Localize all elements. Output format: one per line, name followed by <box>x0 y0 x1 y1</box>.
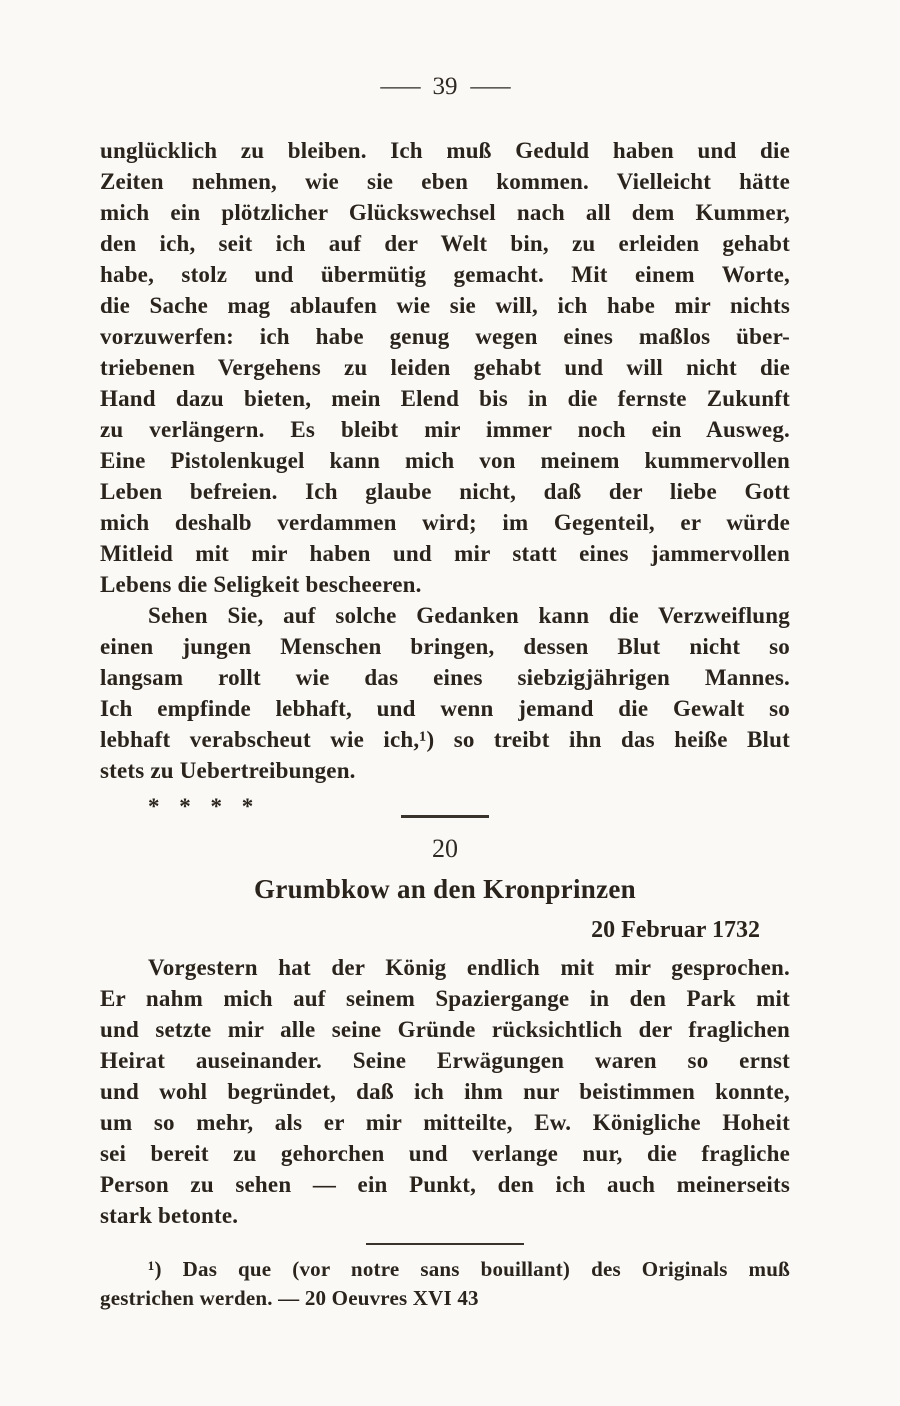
page-header-dash-right: — <box>470 73 510 100</box>
text-line: lebhaft verabscheut wie ich,¹) so treibt ihn das heiße Blut <box>100 727 790 752</box>
letter-title: Grumbkow an den Kronprinzen <box>254 874 636 904</box>
text-line: Sehen Sie, auf solche Gedanken kann die Verzweiflung <box>148 603 790 628</box>
text-line: Person zu sehen — ein Punkt, den ich auch meinerseits <box>100 1172 790 1197</box>
text-line: Vorgestern hat der König endlich mit mir gesprochen. <box>148 955 790 980</box>
paragraph <box>100 952 790 1231</box>
paragraph <box>100 135 790 600</box>
text-line: Ich empfinde lebhaft, und wenn jemand die Gewalt so <box>100 696 790 721</box>
text-line: und setzte mir alle seine Gründe rücksichtlich der fraglichen <box>100 1017 790 1042</box>
footnote <box>100 1255 790 1313</box>
text-line: die Sache mag ablaufen wie sie will, ich habe mir nichts <box>100 293 790 318</box>
text-line: einen jungen Menschen bringen, dessen Blut nicht so <box>100 634 790 659</box>
text-line: Heirat auseinander. Seine Erwägungen waren so ernst <box>100 1048 790 1073</box>
text-line: gestrichen werden. — 20 Oeuvres XVI 43 <box>100 1286 479 1310</box>
letter-date: 20 Februar 1732 <box>591 917 760 943</box>
page-number: 39 <box>432 73 458 100</box>
text-line: sei bereit zu gehorchen und verlange nur, die fragliche <box>100 1141 790 1166</box>
text-line: um so mehr, als er mir mitteilte, Ew. Königliche Hoheit <box>100 1110 790 1135</box>
section-divider-rule <box>401 815 489 818</box>
letter-20-body <box>100 952 790 1231</box>
text-line: mich deshalb verdammen wird; im Gegenteil, er würde <box>100 510 790 535</box>
letter-20-heading <box>100 834 790 944</box>
text-line: stets zu Uebertreibungen. <box>100 758 356 783</box>
letter-19-body <box>100 135 790 786</box>
text-line: Lebens die Seligkeit bescheeren. <box>100 572 422 597</box>
section-separator <box>100 794 790 824</box>
text-line: Zeiten nehmen, wie sie eben kommen. Vielleicht hätte <box>100 169 790 194</box>
text-line: Er nahm mich auf seinem Spaziergange in den Park mit <box>100 986 790 1011</box>
text-line: triebenen Vergehens zu leiden gehabt und will nicht die <box>100 355 790 380</box>
text-line: vorzuwerfen: ich habe genug wegen eines maßlos über- <box>100 324 790 349</box>
footnote-rule <box>366 1243 524 1245</box>
text-line: Mitleid mit mir haben und mir statt eines jammervollen <box>100 541 790 566</box>
text-line: Leben befreien. Ich glaube nicht, daß der liebe Gott <box>100 479 790 504</box>
paragraph <box>100 600 790 786</box>
text-line: langsam rollt wie das eines siebzigjährigen Mannes. <box>100 665 790 690</box>
text-line: zu verlängern. Es bleibt mir immer noch ein Ausweg. <box>100 417 790 442</box>
text-line: habe, stolz und übermütig gemacht. Mit einem Worte, <box>100 262 790 287</box>
text-line: den ich, seit ich auf der Welt bin, zu erleiden gehabt <box>100 231 790 256</box>
page-header-dash-left: — <box>380 73 420 100</box>
page-header <box>100 72 790 102</box>
text-line: und wohl begründet, daß ich ihm nur beistimmen konnte, <box>100 1079 790 1104</box>
text-line: ¹) Das que (vor notre sans bouillant) des Originals muß <box>148 1257 790 1281</box>
text-line: Eine Pistolenkugel kann mich von meinem kummervollen <box>100 448 790 473</box>
text-line: mich ein plötzlicher Glückswechsel nach all dem Kummer, <box>100 200 790 225</box>
letter-number: 20 <box>432 834 458 863</box>
text-line: stark betonte. <box>100 1203 239 1228</box>
text-line: unglücklich zu bleiben. Ich muß Geduld haben und die <box>100 138 790 163</box>
text-line: Hand dazu bieten, mein Elend bis in die fernste Zukunft <box>100 386 790 411</box>
asterisk-group: * * * * <box>148 794 261 819</box>
